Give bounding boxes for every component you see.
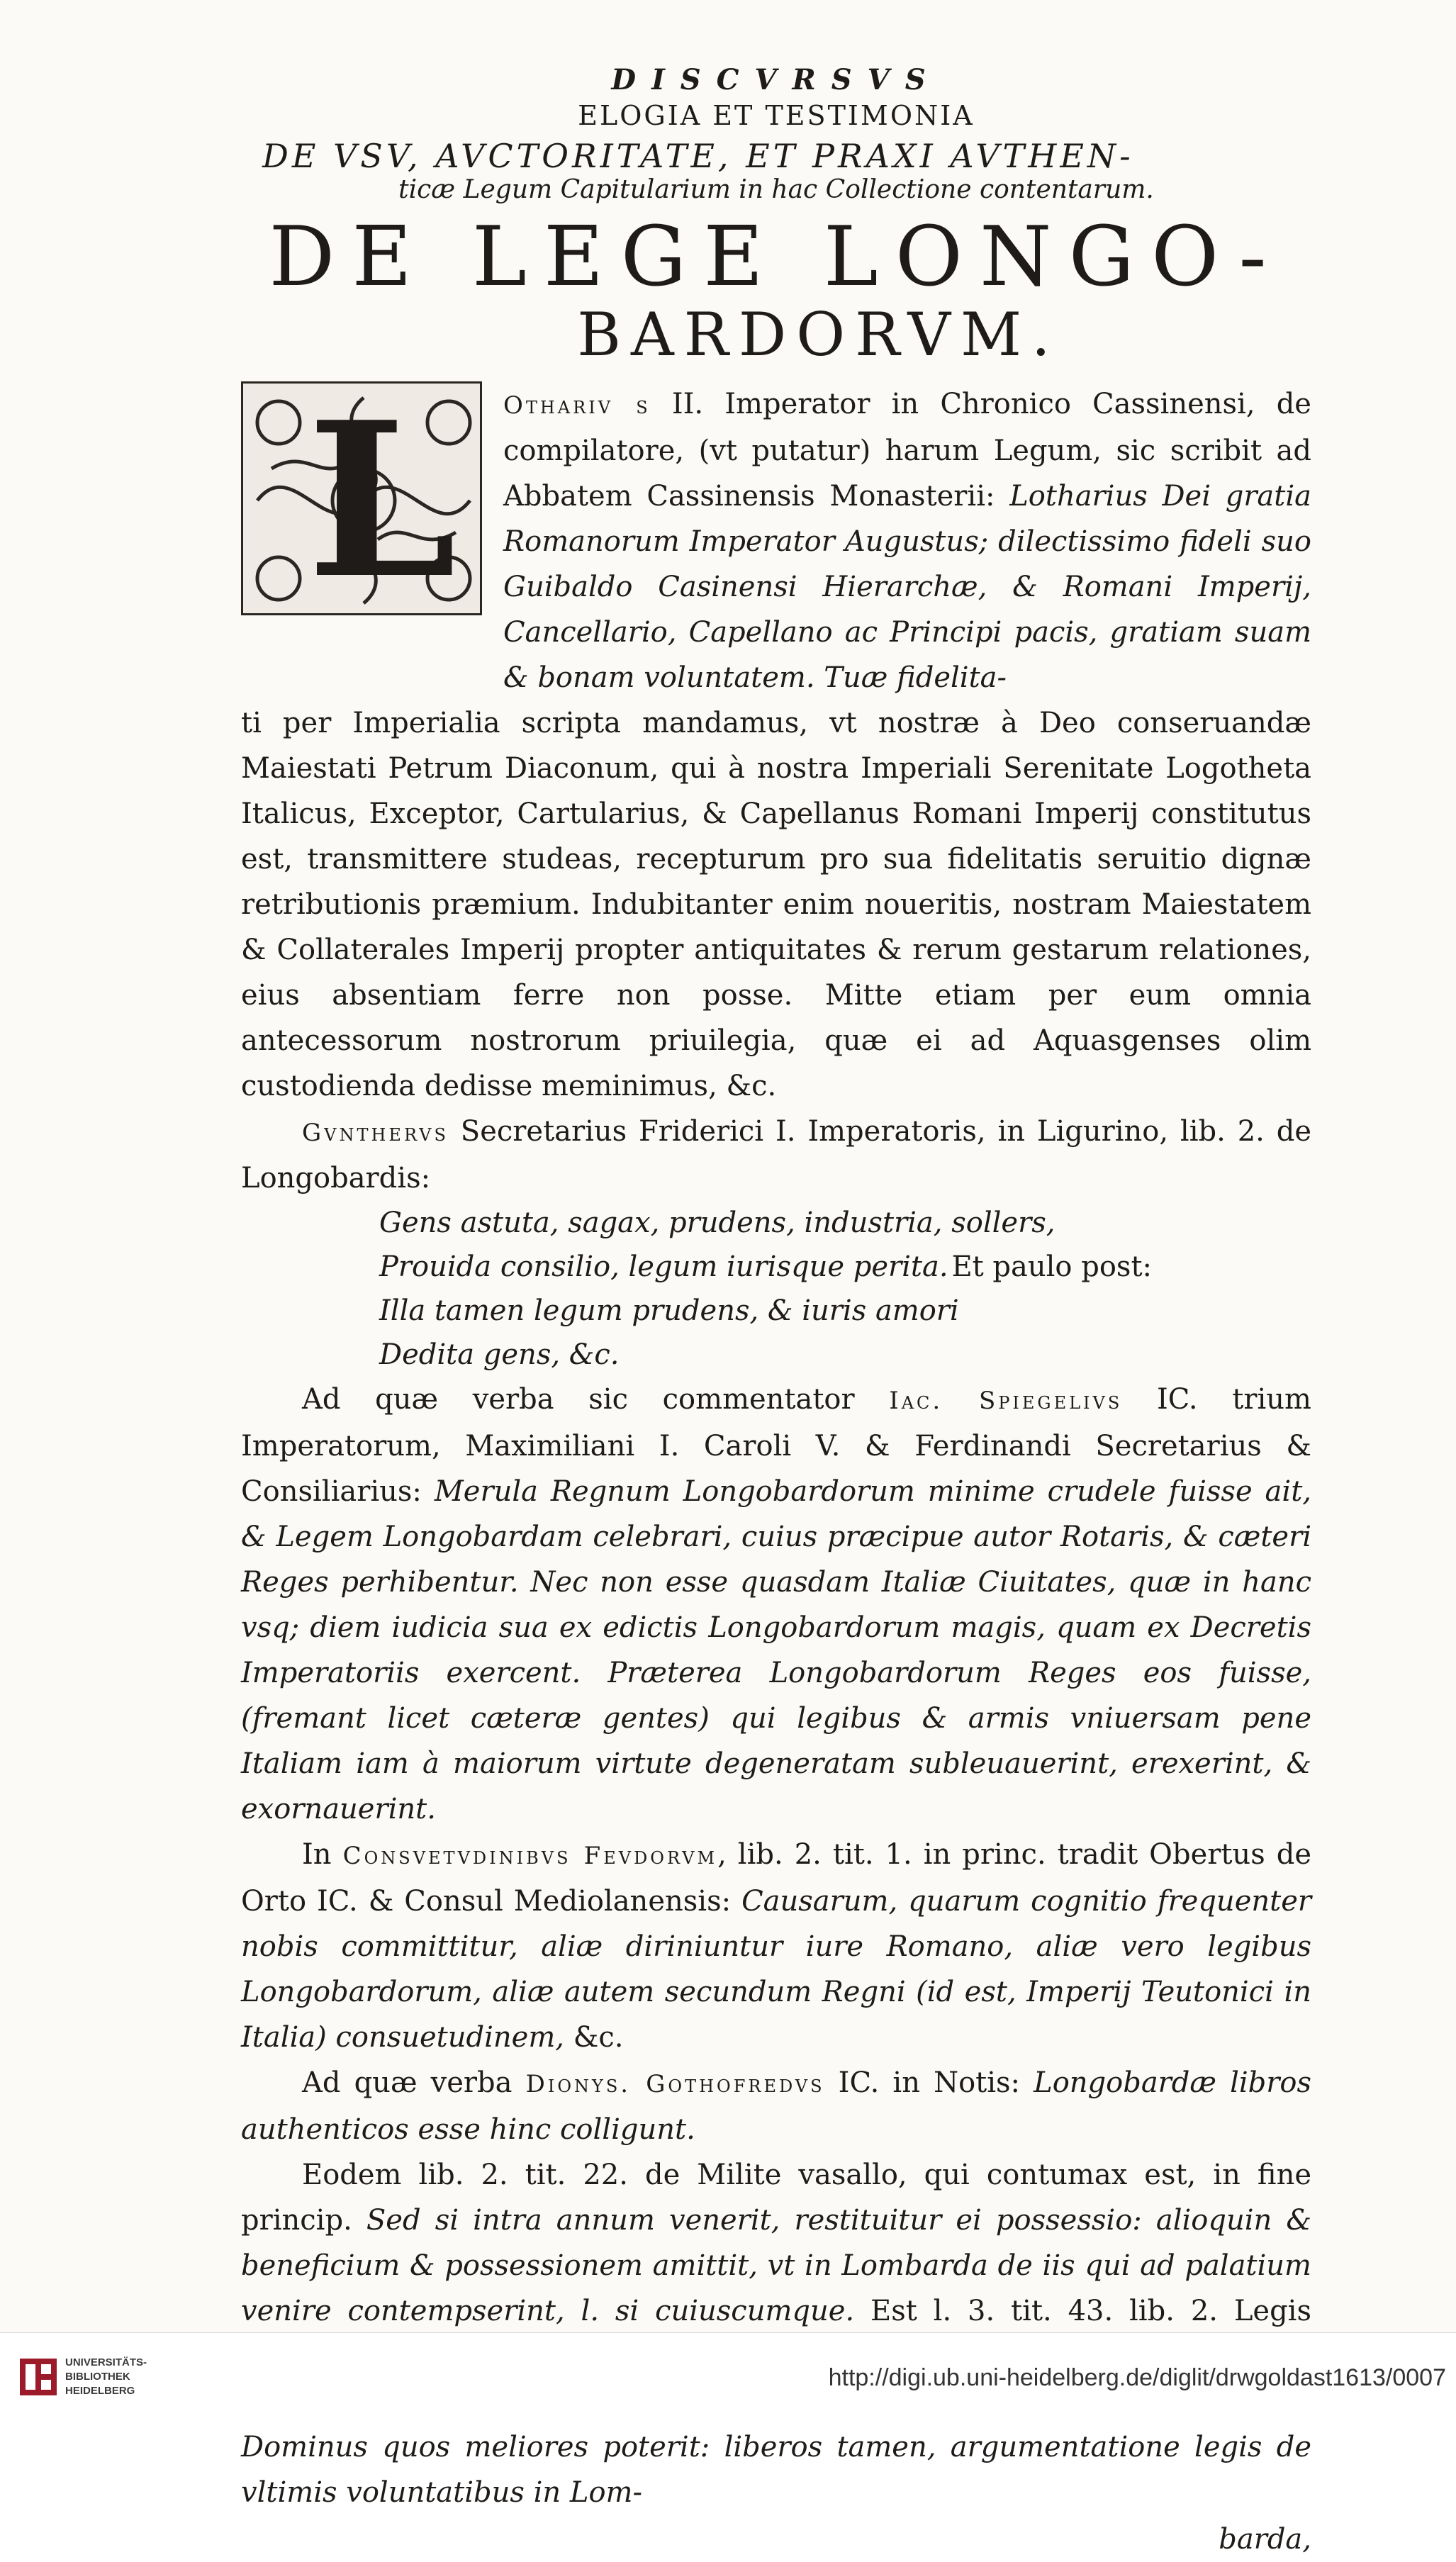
paragraph-text: IC. in Notis: — [824, 2066, 1034, 2100]
author-name: Gvnthervs — [302, 1119, 449, 1148]
heading-subtitle: ticæ Legum Capitularium in hac Collectione contentarum. — [398, 174, 1154, 204]
paragraph-1-opening — [503, 381, 1311, 700]
paragraph-text: Eodem lib. 2. tit. 22. de Milite vasallo, qui contumax est, in fine princip. — [241, 2159, 1311, 2237]
paragraph-1-continuation: ti per Imperialia scripta mandamus, vt nostræ à Deo conseruandæ Maiestati Petrum Diaconum, qui à nostra Imperiali Serenitate Logotheta Italicus, Exceptor, Cartularius, & Capellanus Romani Imperij constitutus est, transmittere studeas, recepturum pro sua fidelitatis seruitio dignæ retributionis præmium. Indubitanter enim noueritis, nostram Maiestatem & Collaterales Imperij propter antiquitates & rerum gestarum relationes, eius absentiam ferre non posse. Mitte etiam per eum omnia antecessorum nostrorum priuilegia, quæ ei ad Aquasgenses olim custodienda dedisse meminimus, &c. — [241, 707, 1311, 1103]
library-name-line: UNIVERSITÄTS- — [65, 2356, 147, 2368]
verse-line-4: Dedita gens, &c. — [379, 1338, 620, 1372]
quoted-text: Merula Regnum Longobardorum minime crudele fuisse ait, & Legem Longobardam celebrari, cuius præcipue autor Rotaris, & cæteri Reges perhibentur. Nec non esse quasdam Italiæ Ciuitates, quæ in hanc vsq; diem iudicia sua ex edictis Longobardorum magis, quam ex Decretis Imperatoriis exercent. Præterea Longobardorum Reges eos fuisse, (fremant licet cæteræ gentes) qui legibus & armis vniuersam pene Italiam iam à maiorum virtute degeneratam subleuauerint, erexerint, & exornauerint. — [241, 1475, 1311, 1826]
paragraph-text: Ad quæ verba sic commentator — [302, 1383, 890, 1416]
initial-letter: L — [307, 381, 457, 616]
library-seal-icon — [18, 2357, 58, 2397]
page-title-line1: DE LEGE LONGO- — [269, 208, 1284, 305]
verse-block — [379, 1201, 1311, 1377]
verse-aside: Et paulo post: — [951, 1251, 1152, 1284]
decorated-initial — [241, 381, 482, 615]
paragraph-3 — [241, 1377, 1311, 1832]
permalink-url[interactable]: http://digi.ub.uni-heidelberg.de/diglit/drwgoldast1613/0007 — [828, 2364, 1446, 2391]
paragraph-text: II. Imperator in Chronico Cassinensi, de compilatore, (vt putatur) harum Legum, sic scribit ad Abbatem Cassinensis Monasterii: — [503, 388, 1311, 513]
viewer-footer — [0, 2332, 1456, 2422]
quoted-text: Longobardæ libros authenticos esse hinc colligunt. — [241, 2066, 1312, 2147]
quoted-text: Dominus quos meliores poterit: liberos tamen, argumentatione legis de vltimis voluntatibus in Lom- — [241, 2431, 1311, 2510]
paragraph-text: &c. — [564, 2021, 624, 2054]
paragraph-text: In — [302, 1838, 343, 1872]
page-content — [241, 64, 1311, 2562]
paragraph-2 — [241, 1109, 1311, 1201]
quoted-text: Lotharius Dei gratia Romanorum Imperator Augustus; dilectissimo fideli suo Guibaldo Casinensi Hierarchæ, & Romani Imperij, Cancellario, Capellano ac Principi pacis, gratiam suam & bonam voluntatem. Tuæ fidelita- — [503, 480, 1311, 695]
author-name: Othariv s — [503, 391, 651, 420]
paragraph-text: Secretarius Friderici I. Imperatoris, in Ligurino, lib. 2. de Longobardis: — [241, 1115, 1311, 1195]
author-name: Iac. Spiegelivs — [889, 1387, 1123, 1416]
paragraph-text: Ad quæ verba — [302, 2066, 526, 2100]
heading-discursus: DISCVRSVS — [611, 63, 941, 96]
verse-line-2: Prouida consilio, legum iurisque perita. — [379, 1251, 948, 1284]
paragraph-5 — [241, 2060, 1311, 2152]
library-name-line: BIBLIOTHEK — [65, 2371, 130, 2383]
quoted-text: Sed si intra annum venerit, restituitur ei possessio: alioquin & beneficium & possessionem amittit, vt in Lombarda de iis qui ad palatium venire contempserint, l. si cuiuscumque. — [241, 2204, 1311, 2328]
verse-line-1: Gens astuta, sagax, prudens, industria, sollers, — [379, 1207, 1055, 1240]
work-title: Consvetvdinibvs Fevdorvm — [342, 1842, 718, 1871]
verse-line-2-row — [379, 1245, 1152, 1289]
paragraph-text: Est l. 3. tit. 43. lib. 2. Legis — [870, 2295, 1311, 2328]
paragraph-text: IC. trium Imperatorum, Maximiliani I. Caroli V. & Ferdinandi Secretarius & Consiliarius: — [241, 1383, 1311, 1509]
page-title-line2: BARDORVM. — [577, 299, 1060, 369]
heading-de-vsu: DE VSV, AVCTORITATE, ET PRAXI AVTHEN- — [262, 136, 1134, 175]
paragraph-4 — [241, 1832, 1311, 2060]
heading-elogia: ELOGIA ET TESTIMONIA — [578, 100, 975, 131]
first-paragraph-block — [241, 381, 1311, 700]
library-name — [65, 2356, 147, 2398]
heading-block — [241, 64, 1311, 369]
verse-line-3: Illa tamen legum prudens, & iuris amori — [379, 1294, 959, 1328]
library-logo[interactable] — [18, 2354, 203, 2404]
author-name: Dionys. Gothofredvs — [525, 2070, 825, 2099]
quoted-text: Causarum, quarum cognitio frequenter nobis committitur, aliæ diriniuntur iure Romano, aliæ vero legibus Longobardorum, aliæ autem secundum Regni (id est, Imperij Teutonici in Italia) consuetudinem, — [241, 1885, 1311, 2054]
library-name-line: HEIDELBERG — [65, 2385, 135, 2397]
catchword: barda, — [1219, 2523, 1311, 2556]
paragraph-text: , lib. 2. tit. 1. in princ. tradit Obertus de Orto IC. & Consul Mediolanensis: — [241, 1838, 1312, 1918]
